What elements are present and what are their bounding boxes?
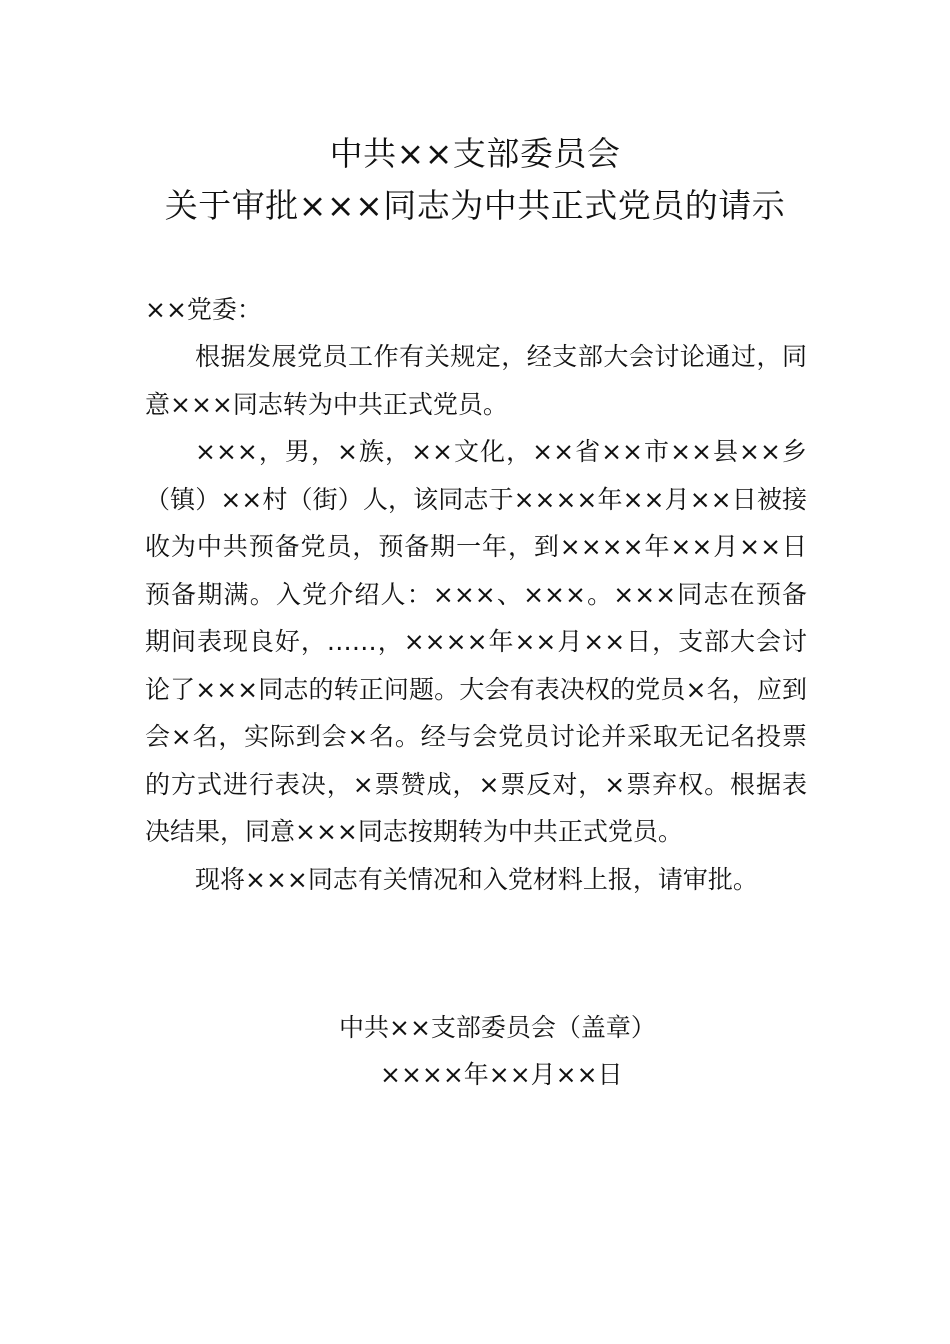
paragraph-3: 现将×××同志有关情况和入党材料上报，请审批。 — [195, 864, 758, 894]
signature-date: ××××年××月××日 — [380, 1060, 623, 1089]
signature-organization: 中共××支部委员会（盖章） — [339, 1013, 656, 1042]
document-body — [145, 286, 807, 903]
paragraph-1: 根据发展党员工作有关规定，经支部大会讨论通过，同意×××同志转为中共正式党员。 — [145, 342, 807, 419]
title-line-1: 中共××支部委员会 — [329, 134, 621, 173]
paragraph-2: ×××，男，×族，××文化，××省××市××县××乡（镇）××村（街）人，该同志于××××年××月××日被接收为中共预备党员，预备期一年，到××××年××月××日预备期满。入党介绍人：×××、×××。×××同志在预备期间表现良好，……，××××年××月××日，支部大会讨论了×××同志的转正问题。大会有表决权的党员×名，应到会×名，实际到会×名。经与会党员讨论并采取无记名投票的方式进行表决，×票赞成，×票反对，×票弃权。根据表决结果，同意×××同志按期转为中共正式党员。 — [145, 437, 807, 846]
document-title — [0, 128, 950, 232]
salutation: ××党委： — [145, 295, 262, 324]
title-line-2: 关于审批×××同志为中共正式党员的请示 — [164, 186, 786, 225]
